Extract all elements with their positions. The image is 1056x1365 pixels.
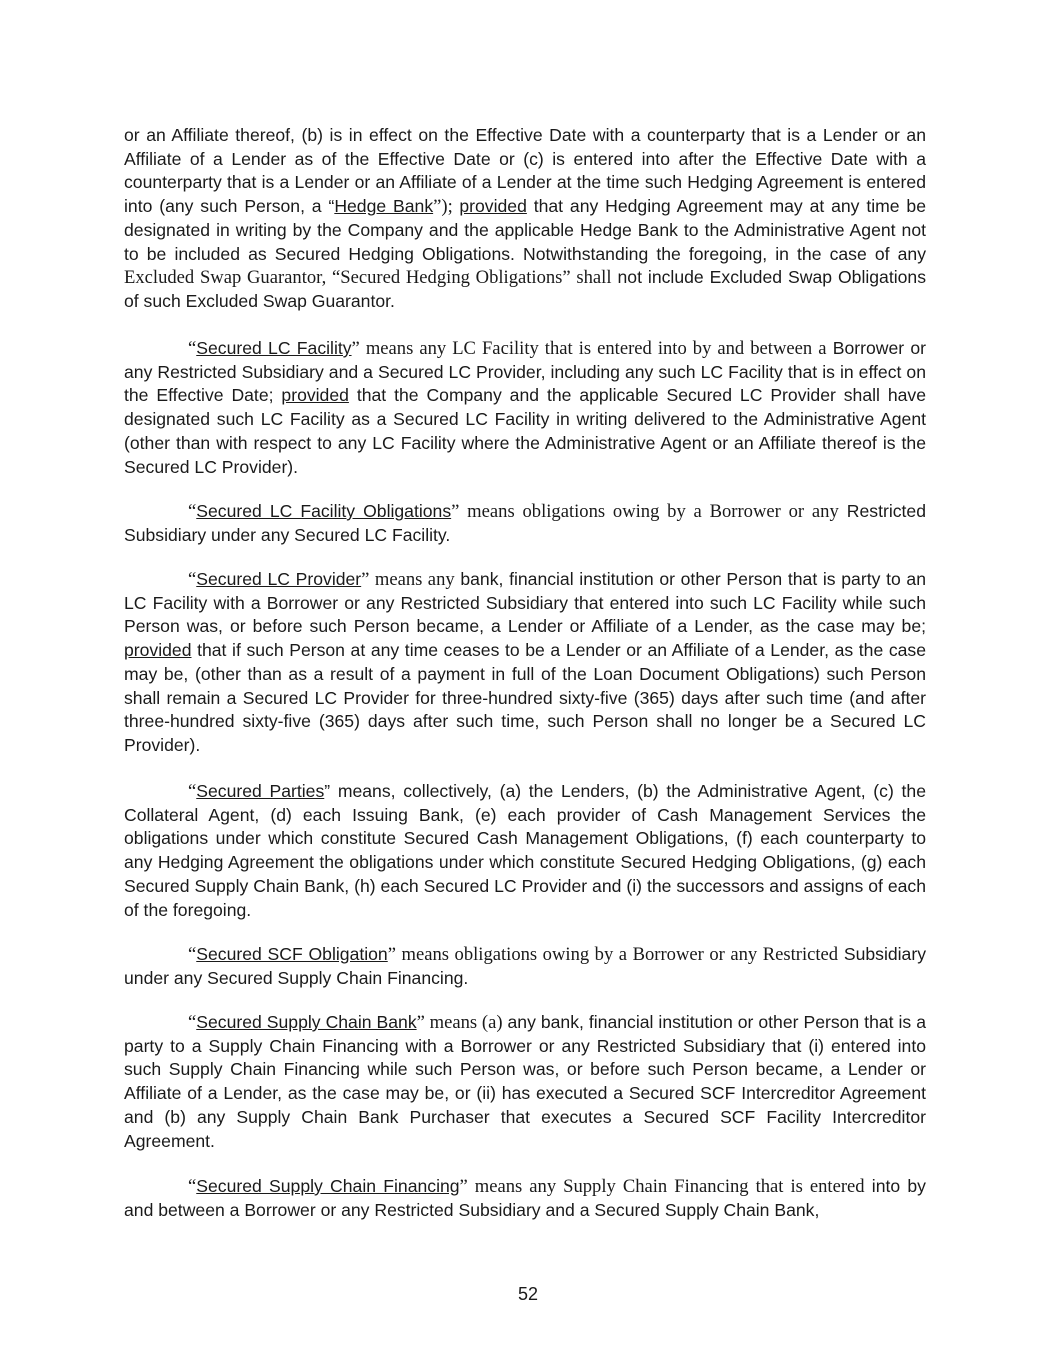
definition-lead-serif: ” means (a) xyxy=(416,1012,503,1033)
provided-proviso: provided xyxy=(124,640,192,661)
defined-term: Secured LC Provider xyxy=(196,569,362,589)
paragraph-text: that the Company and the applicable Secured LC Provider shall have designated such LC Facility as a Secured LC Facility in writing delivered to the Administrative Agent (other than with respect to any LC Facility where the Administrative Agent or an Affiliate thereof is the Secured LC Provider). xyxy=(124,385,926,477)
defined-term: Secured Supply Chain Financing xyxy=(196,1176,460,1196)
opening-quote: “ xyxy=(188,569,197,590)
definition-lead-serif: ” means any xyxy=(361,569,455,590)
defined-term: Secured LC Facility xyxy=(196,338,352,358)
defined-term-hedge-bank: Hedge Bank xyxy=(334,196,434,217)
definition-secured-lc-facility xyxy=(124,337,926,479)
defined-term: Secured Supply Chain Bank xyxy=(196,1012,417,1032)
defined-term: Secured Parties xyxy=(196,781,325,801)
provided-proviso: provided xyxy=(459,196,527,217)
defined-term: Secured SCF Obligation xyxy=(196,944,388,964)
page-number: 52 xyxy=(517,1284,539,1304)
definition-secured-supply-chain-bank xyxy=(124,1011,926,1153)
defined-term: Secured LC Facility Obligations xyxy=(196,501,452,521)
definition-secured-supply-chain-financing xyxy=(124,1175,926,1222)
definition-secured-lc-facility-obligations xyxy=(124,500,926,547)
paragraph-text: that if such Person at any time ceases to be a Lender or an Affiliate of a Lender, as the case may be, (other than as a result of a payment in full of the Loan Document Obligations) such Person shall remain a Secured LC Provider for three-hundred sixty-five (365) days after such time (and after three-hundred sixty-five (365) days after such time, such Person shall no longer be a Secured LC Provider). xyxy=(124,640,926,755)
opening-quote: “ xyxy=(188,944,197,965)
paragraph-text: any bank, financial institution or other Person that is a party to a Supply Chain Financing with a Borrower or any Restricted Subsidiary that (i) entered into such Supply Chain Financing while such Person was, or before such Person became, a Lender or Affiliate of a Lender, as the case may be, or (ii) has executed a Secured SCF Intercreditor Agreement and (b) any Supply Chain Bank Purchaser that executes a Secured SCF Facility Intercreditor Agreement. xyxy=(124,1012,926,1151)
closing-quote: ”); xyxy=(433,196,460,218)
paragraph-text-serif: Excluded Swap Guarantor, “Secured Hedging Obligations” shall xyxy=(124,267,612,289)
paragraph-text: into by and between a Borrower or any Restricted Subsidiary and a Secured Supply Chain Bank, xyxy=(124,1176,926,1220)
paragraph-text: Restricted Subsidiary under any Secured LC Facility. xyxy=(124,501,926,545)
definition-lead-serif: ” means any Supply Chain Financing that is entered xyxy=(459,1176,865,1197)
opening-quote: “ xyxy=(188,501,197,522)
opening-quote: “ xyxy=(188,338,197,359)
definition-secured-parties xyxy=(124,780,926,922)
definition-secured-scf-obligation xyxy=(124,943,926,990)
definition-lead-serif: ” means obligations owing by a Borrower or any xyxy=(451,501,839,522)
opening-quote: “ xyxy=(188,781,197,802)
definition-secured-lc-provider xyxy=(124,568,926,758)
paragraph-text: not include Excluded Swap Obligations of such Excluded Swap Guarantor. xyxy=(124,267,927,311)
paragraph-hedging-continuation xyxy=(124,124,926,314)
paragraph-text: ” means, collectively, (a) the Lenders, (b) the Administrative Agent, (c) the Collateral Agent, (d) each Issuing Bank, (e) each provider of Cash Management Services the obligations under which constitute Secured Cash Management Obligations, (f) each counterparty to any Hedging Agreement the obligations under which constitute Secured Hedging Obligations, (g) each Secured Supply Chain Bank, (h) each Secured LC Provider and (i) the successors and assigns of each of the foregoing. xyxy=(124,781,926,920)
paragraph-text: Subsidiary under any Secured Supply Chain Financing. xyxy=(124,944,926,988)
opening-quote: “ xyxy=(188,1176,197,1197)
paragraph-text: or an Affiliate thereof, (b) is in effect on the Effective Date with a counterparty that is a Lender or an Affiliate of a Lender as of the Effective Date or (c) is entered into after the Effective Date with a counterparty that is a Lender or an Affiliate of a Lender at the time such Hedging Agreement is entered into (any such Person, a “ xyxy=(124,125,926,217)
definition-lead-serif: ” means obligations owing by a Borrower or any Restricted xyxy=(387,944,839,965)
opening-quote: “ xyxy=(188,1012,197,1033)
paragraph-text: that any Hedging Agreement may at any time be designated in writing by the Company and the applicable Hedge Bank to the Administrative Agent not to be included as Secured Hedging Obligations. Notwithstanding the foregoing, in the case of any xyxy=(124,196,926,264)
paragraph-text: bank, financial institution or other Person that is party to an LC Facility with a Borrower or any Restricted Subsidiary that entered into such LC Facility while such Person was, or before such Person became, a Lender or Affiliate of a Lender, as the case may be; xyxy=(124,569,926,637)
provided-proviso: provided xyxy=(281,385,349,406)
definition-lead-serif: ” means any LC Facility that is entered into by and between a xyxy=(351,338,827,359)
paragraph-text: Borrower or any Restricted Subsidiary and a Secured LC Provider, including any such LC Facility that is in effect on the Effective Date; xyxy=(124,338,926,406)
